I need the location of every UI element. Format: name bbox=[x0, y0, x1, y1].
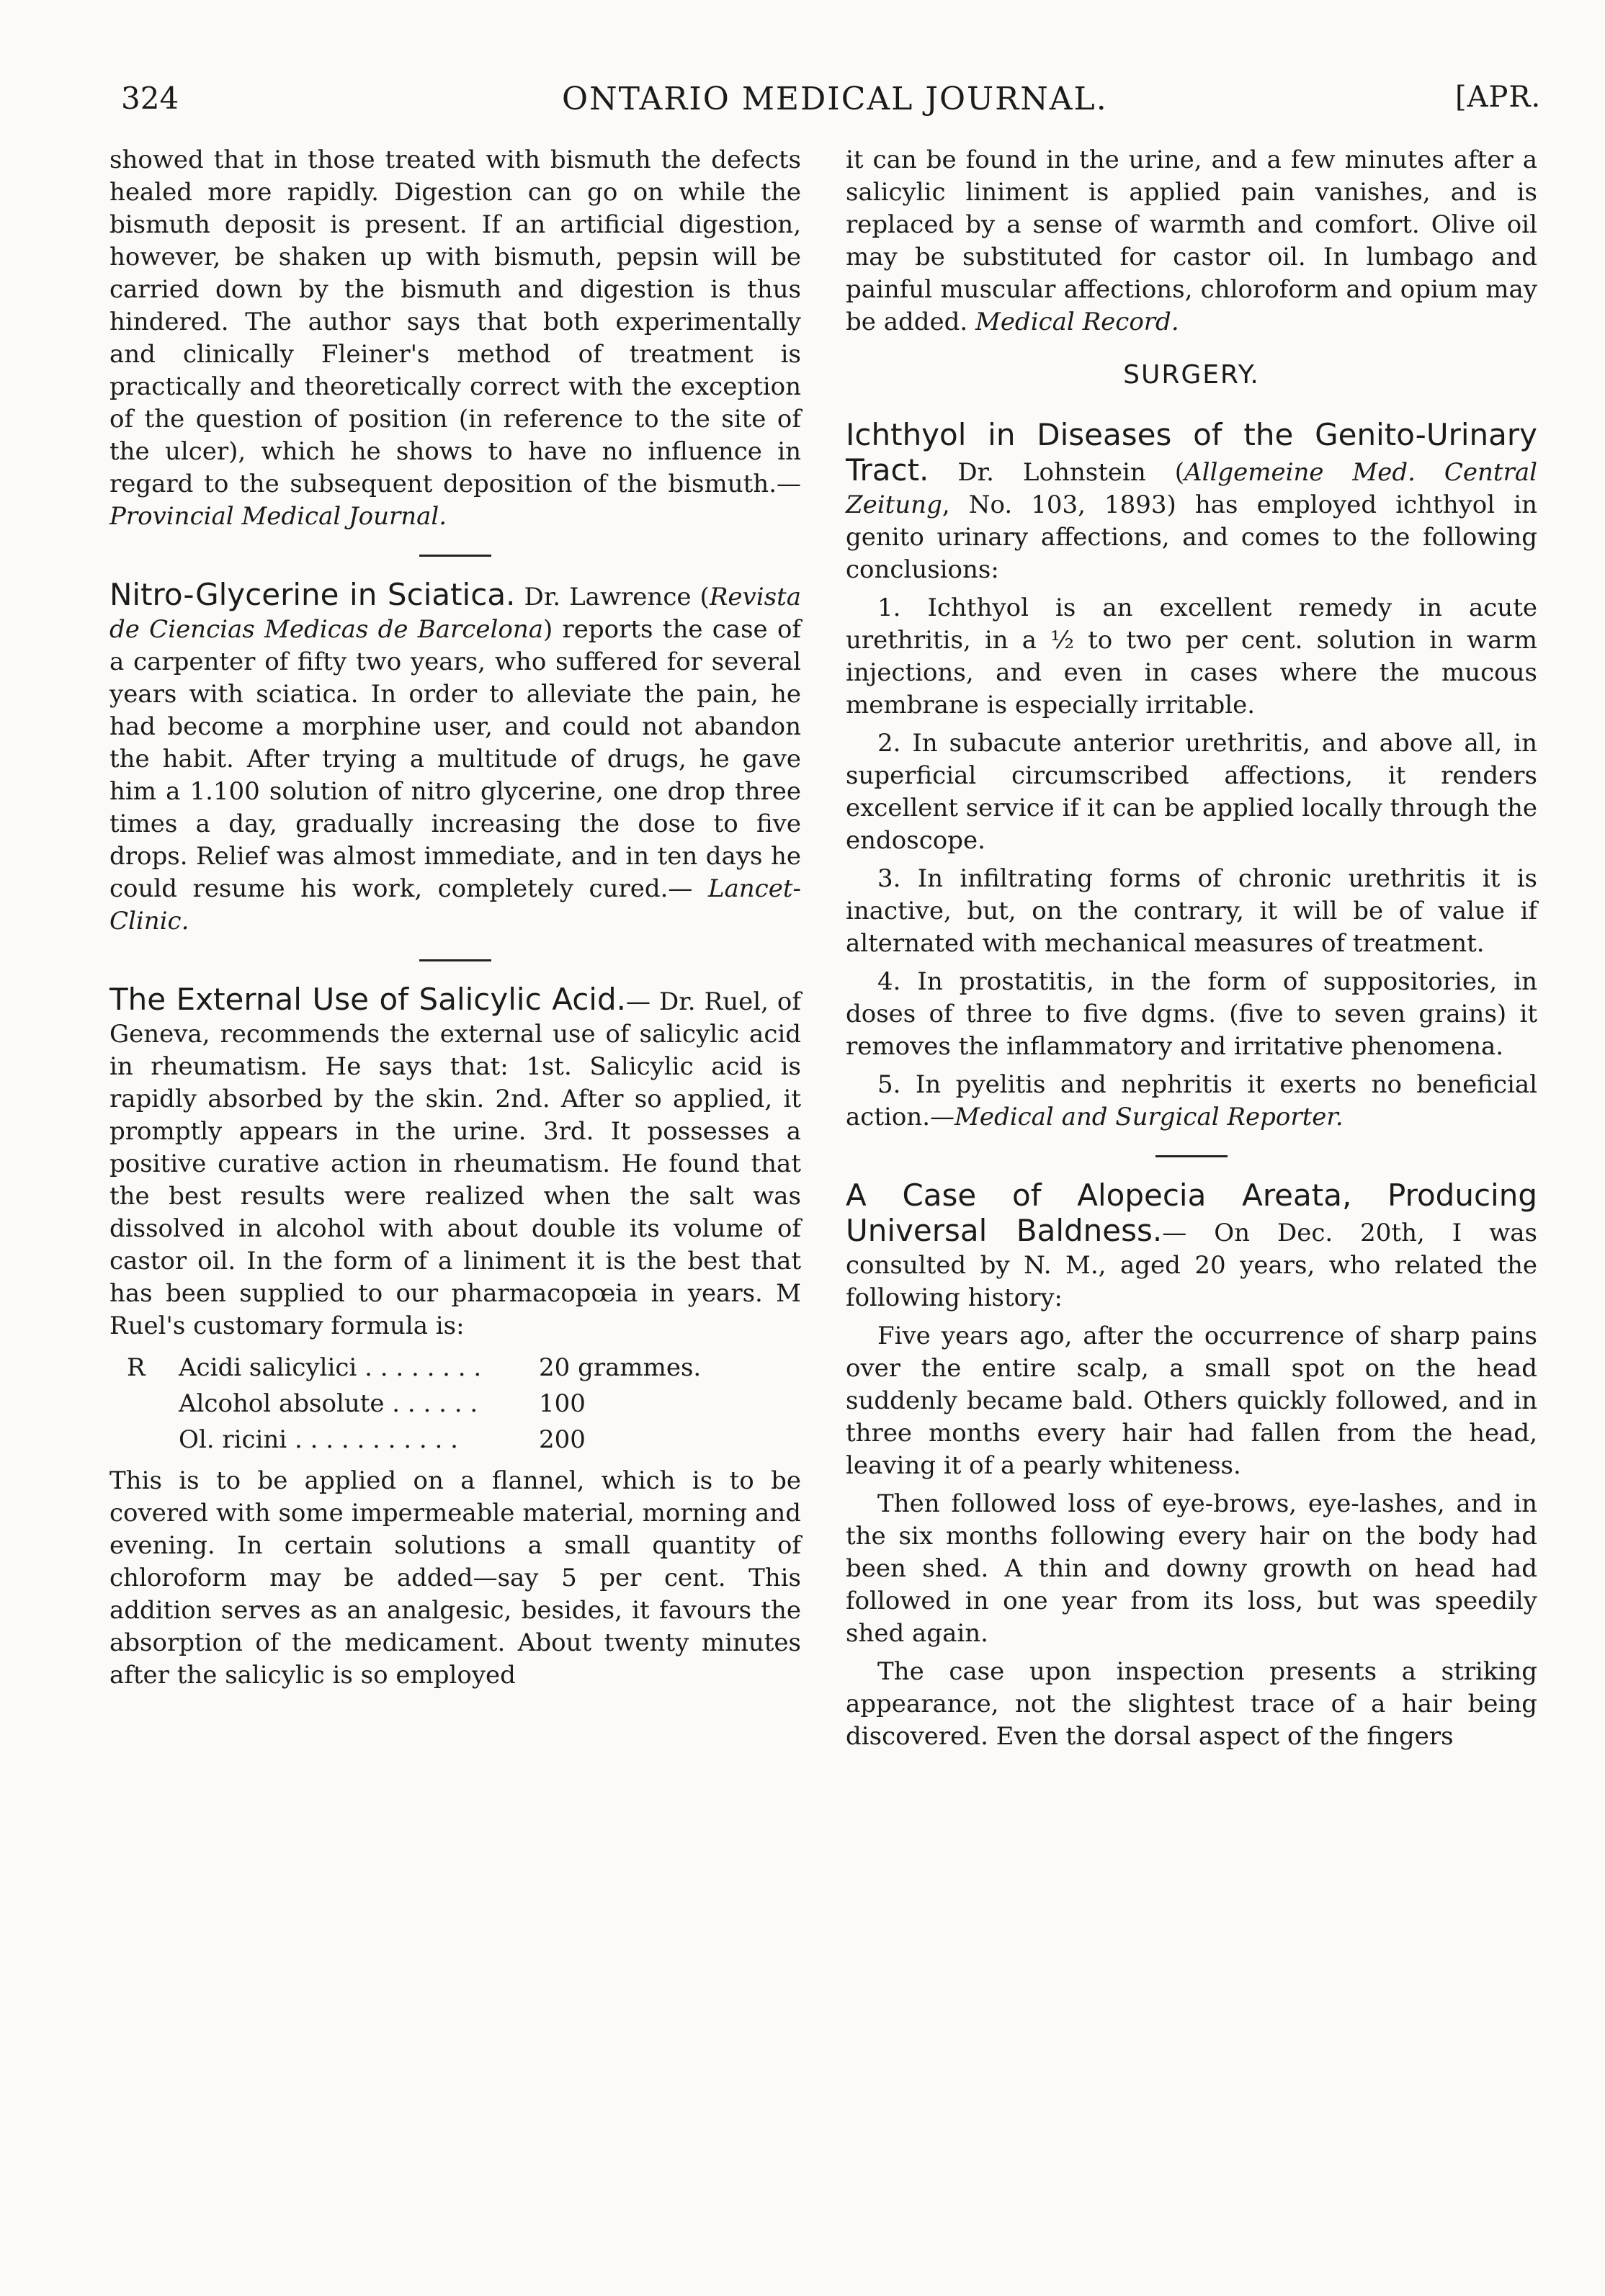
divider-rule bbox=[1155, 1155, 1228, 1157]
divider-rule bbox=[419, 555, 491, 557]
article-title: Ichthyol in Diseases of the Genito-Urinary Tract. bbox=[846, 417, 1537, 488]
article-alopecia bbox=[846, 1179, 1537, 1314]
prescription-row bbox=[109, 1350, 801, 1386]
paragraph: The case upon inspection presents a striking appearance, not the slightest trace of a hair being discovered. Even the dorsal aspect of the fingers bbox=[846, 1657, 1537, 1751]
source-citation: Medical Record. bbox=[975, 308, 1179, 336]
paragraph: Five years ago, after the occurrence of sharp pains over the entire scalp, a small spot on the head suddenly became bald. Others quickly followed, and in three months every hair had fallen from the head, leaving it of a pearly whiteness. bbox=[846, 1322, 1537, 1480]
article-title: A Case of Alopecia Areata, Producing Universal Baldness. bbox=[846, 1178, 1537, 1248]
article-text: Dr. Lawrence ( bbox=[515, 583, 710, 611]
article-ichthyol bbox=[846, 418, 1537, 586]
journal-citation: Allgemeine Med. Central Zeitung bbox=[846, 458, 1537, 519]
article-text: Dr. Lohnstein ( bbox=[929, 458, 1185, 487]
ingredient-quantity: 100 bbox=[539, 1389, 586, 1418]
right-column bbox=[846, 144, 1537, 1759]
article-title: The External Use of Salicylic Acid. bbox=[109, 982, 626, 1017]
list-item: 1. Ichthyol is an excellent remedy in acute urethritis, in a ½ to two per cent. solution in warm injections, and even in cases where the mucous membrane is especially irritable. bbox=[846, 593, 1537, 719]
ingredient-name: Acidi salicylici . . . . . . . . bbox=[179, 1353, 482, 1382]
prescription-formula bbox=[109, 1350, 801, 1458]
section-heading: SURGERY. bbox=[1123, 360, 1260, 390]
continued-paragraph bbox=[846, 144, 1537, 338]
list-item: 2. In subacute anterior urethritis, and above all, in superficial circumscribed affections, it renders excellent service if it can be applied locally through the endoscope. bbox=[846, 729, 1537, 855]
article-title: Nitro-Glycerine in Sciatica. bbox=[109, 577, 516, 612]
ingredient-quantity: 20 grammes. bbox=[539, 1353, 702, 1382]
prescription-row bbox=[109, 1422, 801, 1458]
list-item-text: 5. In pyelitis and nephritis it exerts no beneficial action.— bbox=[846, 1070, 1537, 1131]
list-item: 3. In infiltrating forms of chronic urethritis it is inactive, but, on the contrary, it will be of value if alternated with mechanical measures of treatment. bbox=[846, 864, 1537, 958]
list-item: 4. In prostatitis, in the form of suppositories, in doses of three to five dgms. (five to seven grains) it removes the inflammatory and irritative phenomena. bbox=[846, 967, 1537, 1061]
ingredient-name: Ol. ricini . . . . . . . . . . . bbox=[179, 1425, 458, 1454]
list-item bbox=[846, 1069, 1537, 1134]
paragraph: Then followed loss of eye-brows, eye-lashes, and in the six months following every hair on the body had been shed. A thin and downy growth on head had followed in one year from its loss, but was speedily shed again. bbox=[846, 1489, 1537, 1648]
ingredient-name: Alcohol absolute . . . . . . bbox=[179, 1389, 478, 1418]
recipe-symbol: R bbox=[127, 1353, 146, 1382]
source-citation: Lancet-Clinic. bbox=[109, 874, 801, 936]
divider-rule bbox=[419, 959, 491, 961]
paragraph: This is to be applied on a flannel, which is to be covered with some impermeable material, morning and evening. In certain solutions a small quantity of chloroform may be added—say 5 per cent. This addition serves as an analgesic, besides, it favours the absorption of the medicament. About twenty minutes after the salicylic is so employed bbox=[109, 1466, 801, 1690]
ingredient-quantity: 200 bbox=[539, 1425, 586, 1454]
paragraph-text: it can be found in the urine, and a few minutes after a salicylic liniment is applied pain vanishes, and is replaced by a sense of warmth and comfort. Olive oil may be substituted for castor oil. In lumbago and painful muscular affections, chloroform and opium may be added. bbox=[846, 145, 1537, 336]
running-head bbox=[0, 81, 1605, 124]
article-text: , No. 103, 1893) has employed ichthyol in genito urinary affections, and comes to the following conclusions: bbox=[846, 490, 1537, 584]
article-text: ) reports the case of a carpenter of fifty two years, who suffered for several years with sciatica. In order to alleviate the pain, he had become a morphine user, and could not abandon the habit. After trying a multitude of drugs, he gave him a 1.100 solution of nitro glycerine, one drop three times a day, gradually increasing the dose to five drops. Relief was almost immediate, and in ten days he could resume his work, completely cured.— bbox=[109, 615, 801, 903]
continued-paragraph bbox=[109, 144, 801, 533]
article-text: — Dr. Ruel, of Geneva, recommends the external use of salicylic acid in rheumatism. He says that: 1st. Salicylic acid is rapidly absorbed by the skin. 2nd. After so applied, it promptly appears in the urine. 3rd. It possesses a positive curative action in rheumatism. He found that the best results were realized when the salt was dissolved in alcohol with about double its volume of castor oil. In the form of a liniment it is the best that has been supplied to our pharmacopœia in years. M Ruel's customary formula is: bbox=[109, 987, 801, 1340]
page-number: 324 bbox=[121, 81, 179, 116]
source-citation: Provincial Medical Journal. bbox=[109, 502, 447, 531]
source-citation: Medical and Surgical Reporter. bbox=[954, 1103, 1344, 1131]
issue-month: [APR. bbox=[1455, 81, 1542, 114]
journal-title: ONTARIO MEDICAL JOURNAL. bbox=[562, 81, 1108, 117]
paragraph-text: showed that in those treated with bismuth the defects healed more rapidly. Digestion can go on while the bismuth deposit is present. If an artificial digestion, however, be shaken up with bismuth, pepsin will be carried down by the bismuth and digestion is thus hindered. The author says that both experimentally and clinically Fleiner's method of treatment is practically and theoretically correct with the exception of the question of position (in reference to the site of the ulcer), which he shows to have no influence in regard to the subsequent deposition of the bismuth.— bbox=[109, 145, 801, 498]
left-column bbox=[109, 144, 801, 1698]
article-nitro-glycerine bbox=[109, 578, 801, 938]
article-salicylic-acid bbox=[109, 983, 801, 1342]
journal-citation: Revista de Ciencias Medicas de Barcelona bbox=[109, 583, 801, 644]
article-text: — On Dec. 20th, I was consulted by N. M., aged 20 years, who related the following history: bbox=[846, 1219, 1537, 1312]
prescription-row bbox=[109, 1386, 801, 1422]
